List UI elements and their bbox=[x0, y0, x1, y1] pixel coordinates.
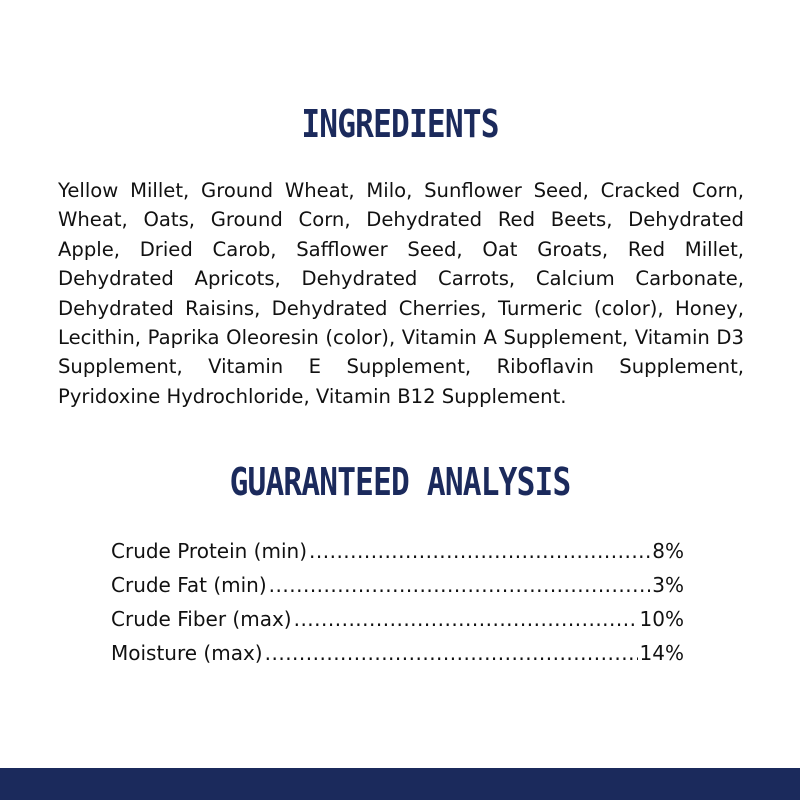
analysis-row-moisture bbox=[111, 636, 684, 670]
dot-leader bbox=[265, 636, 638, 670]
analysis-label: Moisture (max) bbox=[111, 641, 263, 665]
analysis-row-crude-protein bbox=[111, 534, 684, 568]
analysis-value: 14% bbox=[639, 641, 684, 665]
analysis-table bbox=[111, 534, 684, 670]
analysis-label: Crude Fat (min) bbox=[111, 573, 267, 597]
analysis-label: Crude Protein (min) bbox=[111, 539, 308, 563]
dot-leader bbox=[309, 534, 650, 568]
analysis-value: 10% bbox=[639, 607, 684, 631]
dot-leader bbox=[269, 568, 651, 602]
analysis-row-crude-fat bbox=[111, 568, 684, 602]
analysis-value: 8% bbox=[652, 539, 684, 563]
ingredients-heading: INGREDIENTS bbox=[301, 102, 499, 146]
footer-bar bbox=[0, 768, 800, 800]
dot-leader bbox=[294, 602, 638, 636]
guaranteed-analysis-heading: GUARANTEED ANALYSIS bbox=[229, 460, 571, 504]
ingredients-list: Yellow Millet, Ground Wheat, Milo, Sunflower Seed, Cracked Corn, Wheat, Oats, Ground Corn, Dehydrated Red Beets, Dehydrated Apple, Dried Carob, Safflower Seed, Oat Groats, Red Millet, Dehydrated Apricots, Dehydrated Carrots, Calcium Carbonate, Dehydrated Raisins, Dehydrated Cherries, Turmeric (color), Honey, Lecithin, Paprika Oleoresin (color), Vitamin A Supplement, Vitamin D3 Supplement, Vitamin E Supplement, Riboflavin Supplement, Pyridoxine Hydrochloride, Vitamin B12 Supplement. bbox=[58, 179, 744, 408]
analysis-label: Crude Fiber (max) bbox=[111, 607, 292, 631]
analysis-row-crude-fiber bbox=[111, 602, 684, 636]
analysis-value: 3% bbox=[652, 573, 684, 597]
